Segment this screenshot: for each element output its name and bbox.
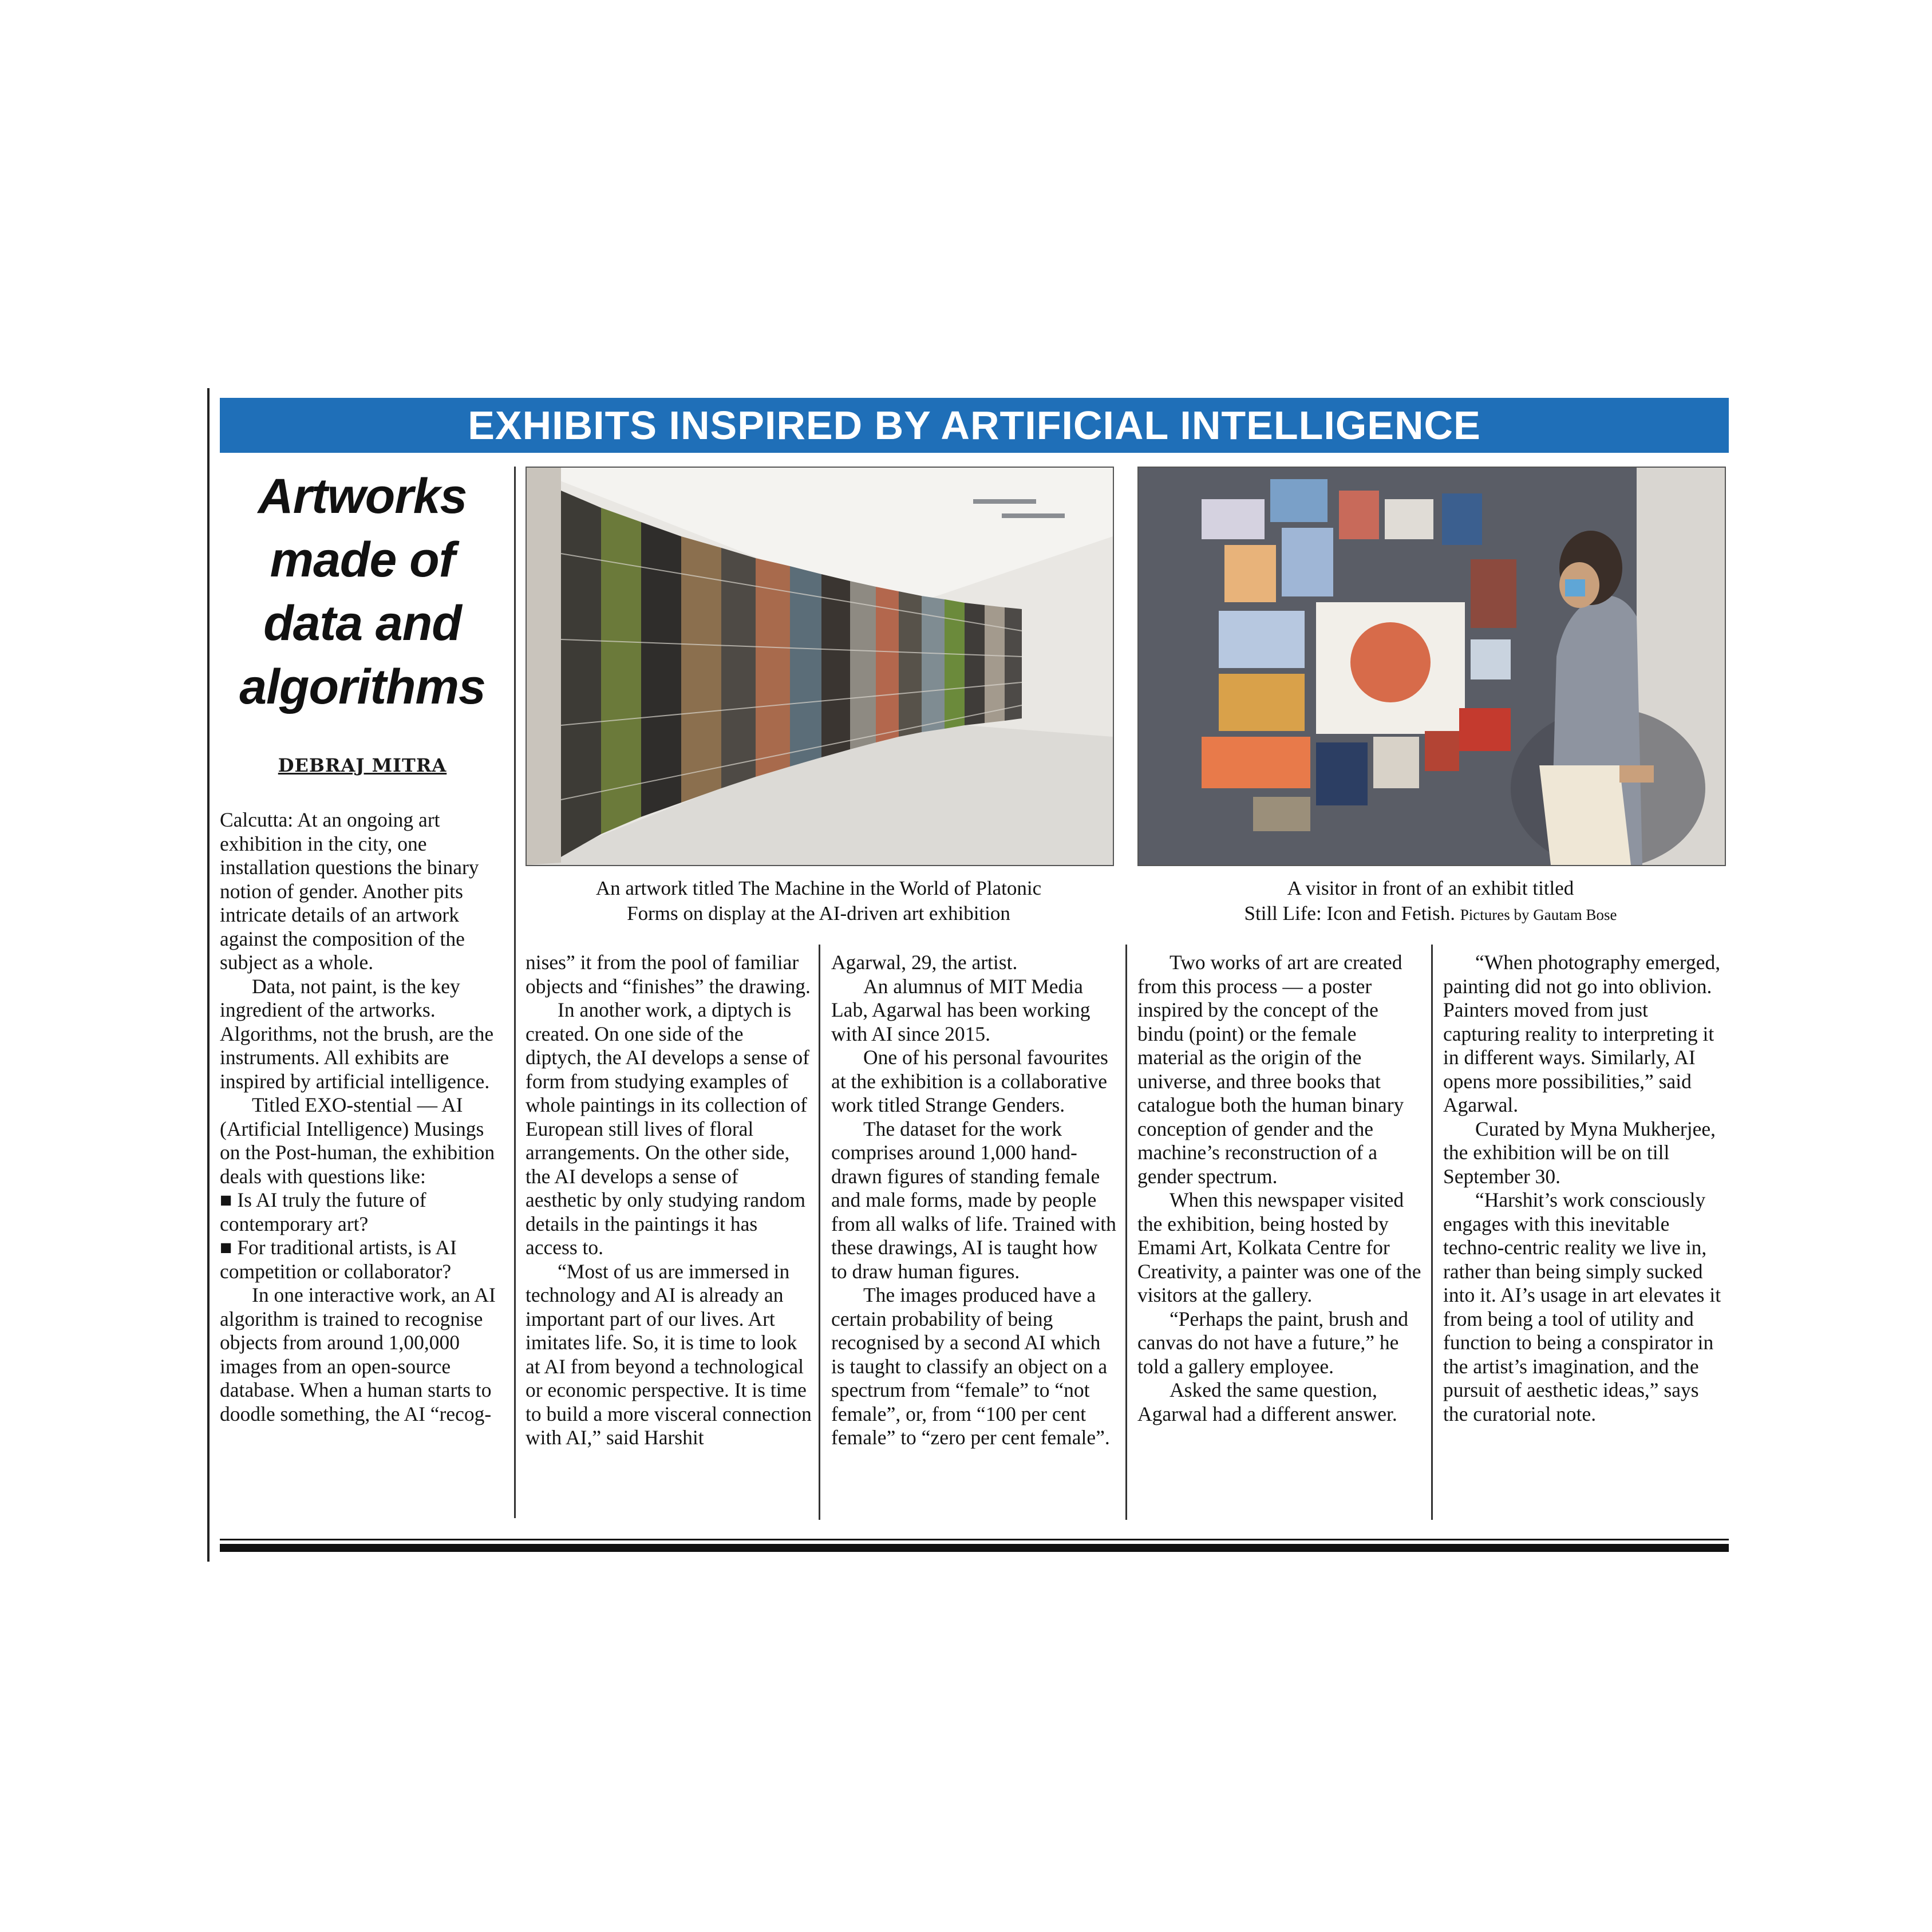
column-rule <box>819 945 820 1520</box>
bottom-thick-rule <box>220 1544 1729 1552</box>
visitor-exhibit-photo <box>1137 467 1726 866</box>
paragraph: “Perhaps the paint, brush and canvas do not have a future,” he told a gallery employee. <box>1137 1307 1409 1378</box>
column-rule <box>1125 945 1127 1520</box>
byline: DEBRAJ MITRA <box>278 754 447 776</box>
gallery-corridor-photo <box>526 467 1114 866</box>
article-column-3 <box>831 951 1117 1450</box>
caption-line: Forms on display at the AI-driven art exhibition <box>627 902 1010 924</box>
gallery-corridor-illustration <box>527 468 1113 865</box>
paragraph: “Harshit’s work consciously engages with this inevitable techno-centric reality we live in, rather than being simply sucked into it. AI’s usage in art elevates it from being a tool of utility and function to being a conspirator in the artist’s imagination, and the pursuit of aesthetic ideas,” says the curatorial note. <box>1443 1188 1721 1425</box>
left-margin-rule <box>207 388 210 1562</box>
article-column-5 <box>1443 951 1724 1426</box>
caption-line: A visitor in front of an exhibit titled <box>1287 877 1574 899</box>
section-banner: EXHIBITS INSPIRED BY ARTIFICIAL INTELLIGENCE <box>220 398 1729 453</box>
paragraph: Two works of art are created from this process — a poster inspired by the concept of the bindu (point) or the female material as the origin of the universe, and three books that catalogue both the human binary conception of gender and the machine’s reconstruction of a gender spectrum. <box>1137 951 1404 1188</box>
paragraph: In one interactive work, an AI algorithm is trained to recognise objects from around 1,00,000 images from an open-source database. When a human starts to doodle something, the AI “recog- <box>220 1283 496 1425</box>
caption-line: An artwork titled The Machine in the World of Platonic <box>595 877 1042 899</box>
article-column-2 <box>526 951 812 1450</box>
bullet-item: ■ Is AI truly the future of contemporary art? <box>220 1188 426 1235</box>
headline-line: algorithms <box>239 659 485 714</box>
headline-line: made of <box>270 532 455 587</box>
paragraph: Asked the same question, Agarwal had a different answer. <box>1137 1378 1397 1425</box>
paragraph: In another work, a diptych is created. On one side of the diptych, the AI develops a sense of form from studying examples of whole paintings in its collection of European still lives of floral arrangements. On the other side, the AI develops a sense of aesthetic by only studying random details in the paintings it has access to. <box>526 998 809 1259</box>
headline-line: Artworks <box>258 469 467 524</box>
paragraph: Titled EXO-stential — AI (Artificial Intelligence) Musings on the Post-human, the exhibition deals with questions like: <box>220 1093 495 1188</box>
paragraph: An alumnus of MIT Media Lab, Agarwal has been working with AI since 2015. <box>831 974 1091 1045</box>
paragraph: “When photography emerged, painting did not go into oblivion. Painters moved from just capturing reality to interpreting it in different ways. Similarly, AI opens more possibilities,” said Agarwal. <box>1443 951 1721 1116</box>
paragraph: The images produced have a certain probability of being recognised by a second AI which is taught to classify an object on a spectrum from “female” to “not female”, or, from “100 per cent female” to “zero per cent female”. <box>831 1283 1110 1449</box>
photo-caption-right <box>1137 876 1724 927</box>
paragraph: When this newspaper visited the exhibition, being hosted by Emami Art, Kolkata Centre for Creativity, a painter was one of the visitors at the gallery. <box>1137 1188 1421 1306</box>
article-column-4 <box>1137 951 1424 1426</box>
paragraph: nises” it from the pool of familiar objects and “finishes” the drawing. <box>526 951 811 998</box>
paragraph: The dataset for the work comprises around 1,000 hand-drawn figures of standing female and male forms, made by people from all walks of life. Trained with these drawings, AI is taught how to draw human figures. <box>831 1117 1116 1283</box>
bottom-thin-rule <box>220 1539 1729 1540</box>
visitor-exhibit-illustration <box>1139 468 1725 865</box>
paragraph: Agarwal, 29, the artist. <box>831 951 1018 974</box>
photo-credit: Pictures by Gautam Bose <box>1460 906 1617 923</box>
photo-caption-left <box>526 876 1112 926</box>
column-rule <box>514 467 516 1518</box>
article-column-1 <box>220 808 506 1426</box>
column-rule <box>1431 945 1433 1520</box>
bullet-item: ■ For traditional artists, is AI competition or collaborator? <box>220 1236 457 1283</box>
caption-title: Still Life: Icon and Fetish. <box>1244 902 1455 924</box>
paragraph: “Most of us are immersed in technology and AI is already an important part of our lives. Art imitates life. So, it is time to look at AI from beyond a technological or economic perspective. It is time to build a more visceral connection with AI,” said Harshit <box>526 1259 812 1449</box>
paragraph: Data, not paint, is the key ingredient of the artworks. Algorithms, not the brush, are the instruments. All exhibits are inspired by artificial intelligence. <box>220 974 494 1093</box>
headline-line: data and <box>263 596 461 651</box>
caption-line <box>1137 901 1724 927</box>
paragraph: One of his personal favourites at the exhibition is a collaborative work titled Strange Genders. <box>831 1046 1108 1116</box>
paragraph: Calcutta: At an ongoing art exhibition in the city, one installation questions the binary notion of gender. Another pits intricate details of an artwork against the composition of the subject as a whole. <box>220 808 479 974</box>
headline <box>222 465 503 719</box>
paragraph: Curated by Myna Mukherjee, the exhibition will be on till September 30. <box>1443 1117 1716 1188</box>
